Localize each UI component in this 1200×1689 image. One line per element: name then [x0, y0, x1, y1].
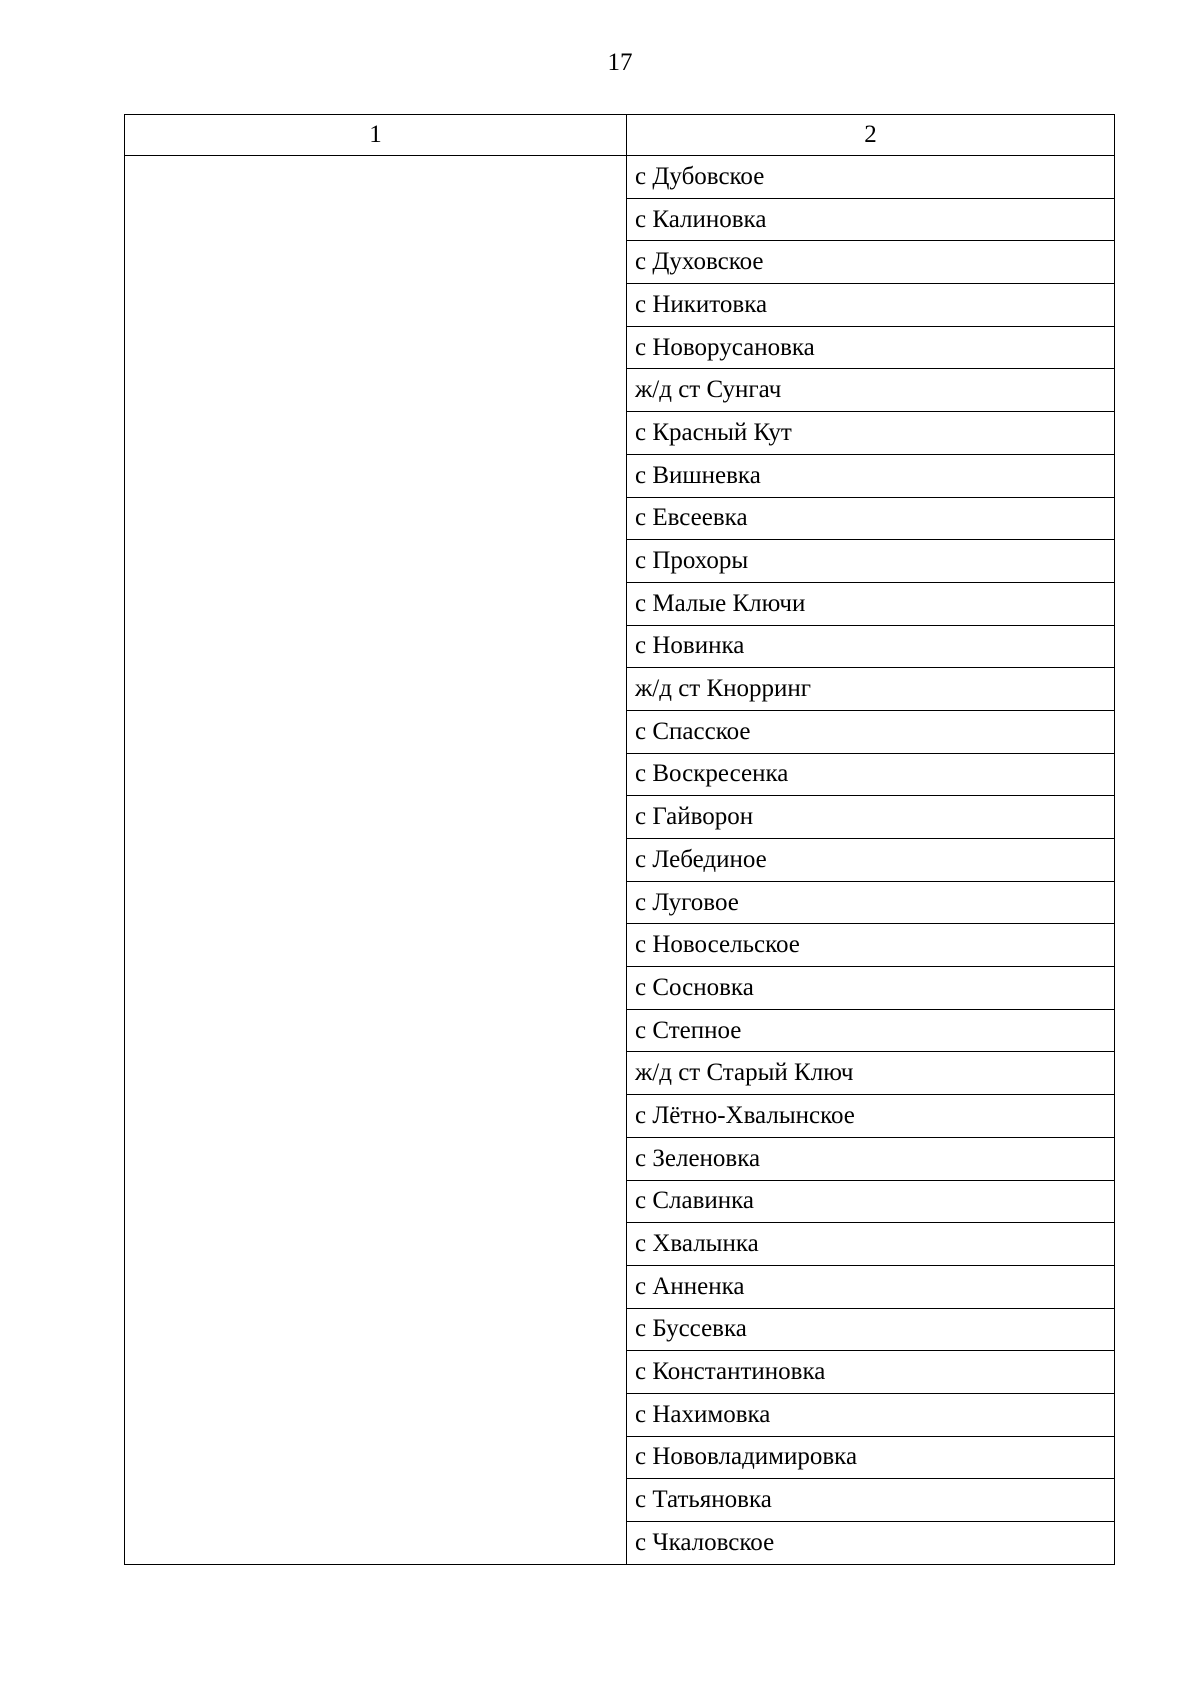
settlement-cell: с Буссевка	[627, 1308, 1115, 1351]
settlement-cell: с Нахимовка	[627, 1393, 1115, 1436]
settlement-cell: с Калиновка	[627, 198, 1115, 241]
settlement-cell: с Сосновка	[627, 967, 1115, 1010]
settlement-cell: с Хвалынка	[627, 1223, 1115, 1266]
table-row	[125, 156, 1115, 199]
settlement-cell: с Лётно-Хвалынское	[627, 1095, 1115, 1138]
settlement-cell: с Зеленовка	[627, 1137, 1115, 1180]
settlement-cell: с Анненка	[627, 1265, 1115, 1308]
column-1-header: 1	[125, 115, 627, 156]
settlement-cell: с Дубовское	[627, 156, 1115, 199]
settlements-table	[124, 114, 1115, 1565]
settlement-cell: с Степное	[627, 1009, 1115, 1052]
settlement-cell: с Малые Ключи	[627, 582, 1115, 625]
settlement-cell: с Вишневка	[627, 454, 1115, 497]
settlement-cell: с Лебединое	[627, 839, 1115, 882]
settlement-cell: с Славинка	[627, 1180, 1115, 1223]
settlement-cell: с Новинка	[627, 625, 1115, 668]
settlement-cell: с Прохоры	[627, 540, 1115, 583]
settlement-cell: с Константиновка	[627, 1351, 1115, 1394]
settlement-cell: с Воскресенка	[627, 753, 1115, 796]
settlement-cell: с Татьяновка	[627, 1479, 1115, 1522]
settlement-cell: с Чкаловское	[627, 1522, 1115, 1565]
settlement-cell: с Луговое	[627, 881, 1115, 924]
table-body	[125, 156, 1115, 1565]
settlement-cell: с Новорусановка	[627, 326, 1115, 369]
settlement-cell: ж/д ст Старый Ключ	[627, 1052, 1115, 1095]
settlement-cell: с Спасское	[627, 710, 1115, 753]
table-header-row	[125, 115, 1115, 156]
settlement-cell: с Никитовка	[627, 284, 1115, 327]
settlement-cell: с Евсеевка	[627, 497, 1115, 540]
settlement-cell: с Новосельское	[627, 924, 1115, 967]
settlement-cell: с Нововладимировка	[627, 1436, 1115, 1479]
settlement-cell: с Красный Кут	[627, 412, 1115, 455]
settlement-cell: ж/д ст Кнорринг	[627, 668, 1115, 711]
column-1-cell	[125, 156, 627, 1565]
settlement-cell: ж/д ст Сунгач	[627, 369, 1115, 412]
settlement-cell: с Гайворон	[627, 796, 1115, 839]
page-number: 17	[607, 49, 633, 76]
column-2-header: 2	[627, 115, 1115, 156]
settlement-cell: с Духовское	[627, 241, 1115, 284]
